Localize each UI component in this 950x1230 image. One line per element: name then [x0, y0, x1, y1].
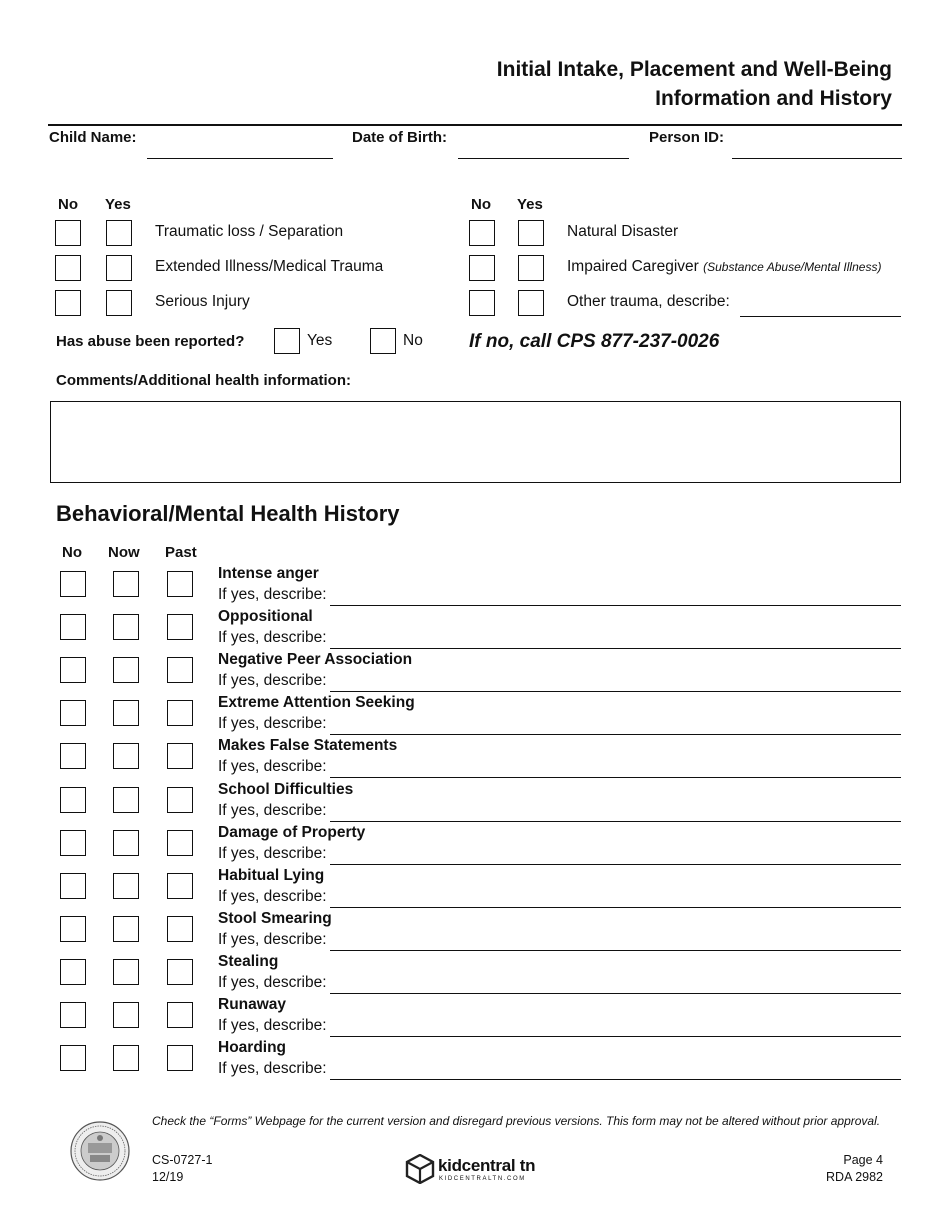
stealing-label: Stealing: [218, 953, 279, 970]
runaway-describe-label: If yes, describe:: [218, 1017, 327, 1034]
stool-smearing-now-checkbox[interactable]: [113, 916, 139, 942]
oppositional-no-checkbox[interactable]: [60, 614, 86, 640]
behavioral-heading: Behavioral/Mental Health History: [56, 501, 400, 526]
other-trauma-yes-checkbox[interactable]: [518, 290, 544, 316]
extended-illness-no-checkbox[interactable]: [55, 255, 81, 281]
makes-false-statements-now-checkbox[interactable]: [113, 743, 139, 769]
header-divider: [48, 124, 902, 126]
makes-false-statements-describe-label: If yes, describe:: [218, 758, 327, 775]
behavioral-col-no: No: [62, 544, 82, 561]
serious-injury-label: Serious Injury: [155, 293, 250, 310]
damage-of-property-describe-label: If yes, describe:: [218, 845, 327, 862]
stool-smearing-past-checkbox[interactable]: [167, 916, 193, 942]
trauma-loss-label: Traumatic loss / Separation: [155, 223, 344, 240]
intense-anger-label: Intense anger: [218, 565, 319, 582]
damage-of-property-past-checkbox[interactable]: [167, 830, 193, 856]
habitual-lying-now-checkbox[interactable]: [113, 873, 139, 899]
runaway-no-checkbox[interactable]: [60, 1002, 86, 1028]
impaired-caregiver-label: [567, 258, 881, 276]
negative-peer-association-describe-field[interactable]: [330, 691, 901, 692]
other-trauma-no-checkbox[interactable]: [469, 290, 495, 316]
hoarding-describe-label: If yes, describe:: [218, 1060, 327, 1077]
intense-anger-no-checkbox[interactable]: [60, 571, 86, 597]
abuse-no-label: No: [403, 332, 423, 349]
habitual-lying-no-checkbox[interactable]: [60, 873, 86, 899]
extreme-attention-seeking-now-checkbox[interactable]: [113, 700, 139, 726]
intense-anger-describe-label: If yes, describe:: [218, 586, 327, 603]
other-trauma-label: Other trauma, describe:: [567, 293, 730, 310]
form-number: CS-0727-1: [152, 1153, 213, 1167]
oppositional-now-checkbox[interactable]: [113, 614, 139, 640]
extreme-attention-seeking-past-checkbox[interactable]: [167, 700, 193, 726]
damage-of-property-now-checkbox[interactable]: [113, 830, 139, 856]
title-line-2: Information and History: [655, 87, 892, 110]
oppositional-label: Oppositional: [218, 608, 313, 625]
kidcentral-logo-icon: [405, 1154, 435, 1184]
stealing-describe-label: If yes, describe:: [218, 974, 327, 991]
kidcentral-logo: [405, 1154, 545, 1186]
stealing-past-checkbox[interactable]: [167, 959, 193, 985]
form-date: 12/19: [152, 1170, 184, 1184]
dob-field[interactable]: [458, 158, 629, 159]
habitual-lying-describe-field[interactable]: [330, 907, 901, 908]
stealing-no-checkbox[interactable]: [60, 959, 86, 985]
serious-injury-yes-checkbox[interactable]: [106, 290, 132, 316]
damage-of-property-describe-field[interactable]: [330, 864, 901, 865]
natural-disaster-yes-checkbox[interactable]: [518, 220, 544, 246]
natural-disaster-label: Natural Disaster: [567, 223, 679, 240]
trauma-right-col-yes: Yes: [517, 196, 543, 213]
behavioral-col-now: Now: [108, 544, 140, 561]
abuse-yes-label: Yes: [307, 332, 333, 349]
impaired-caregiver-note: (Substance Abuse/Mental Illness): [703, 260, 882, 274]
abuse-no-checkbox[interactable]: [370, 328, 396, 354]
hoarding-describe-field[interactable]: [330, 1079, 901, 1080]
habitual-lying-past-checkbox[interactable]: [167, 873, 193, 899]
extreme-attention-seeking-describe-label: If yes, describe:: [218, 715, 327, 732]
cps-phone-note: If no, call CPS 877-237-0026: [469, 331, 720, 352]
extreme-attention-seeking-no-checkbox[interactable]: [60, 700, 86, 726]
serious-injury-no-checkbox[interactable]: [55, 290, 81, 316]
stool-smearing-label: Stool Smearing: [218, 910, 332, 927]
trauma-loss-no-checkbox[interactable]: [55, 220, 81, 246]
runaway-describe-field[interactable]: [330, 1036, 901, 1037]
comments-textarea[interactable]: [50, 401, 901, 483]
damage-of-property-label: Damage of Property: [218, 824, 366, 841]
intense-anger-now-checkbox[interactable]: [113, 571, 139, 597]
damage-of-property-no-checkbox[interactable]: [60, 830, 86, 856]
school-difficulties-now-checkbox[interactable]: [113, 787, 139, 813]
makes-false-statements-past-checkbox[interactable]: [167, 743, 193, 769]
behavioral-col-past: Past: [165, 544, 197, 561]
impaired-caregiver-text: Impaired Caregiver: [567, 258, 699, 275]
impaired-caregiver-yes-checkbox[interactable]: [518, 255, 544, 281]
child-name-label: Child Name:: [49, 129, 137, 146]
impaired-caregiver-no-checkbox[interactable]: [469, 255, 495, 281]
stool-smearing-describe-field[interactable]: [330, 950, 901, 951]
trauma-right-col-no: No: [471, 196, 491, 213]
page-number: Page 4: [843, 1153, 883, 1167]
school-difficulties-no-checkbox[interactable]: [60, 787, 86, 813]
natural-disaster-no-checkbox[interactable]: [469, 220, 495, 246]
intense-anger-past-checkbox[interactable]: [167, 571, 193, 597]
other-trauma-describe-field[interactable]: [740, 316, 901, 317]
stool-smearing-no-checkbox[interactable]: [60, 916, 86, 942]
footer-note: Check the “Forms” Webpage for the current version and disregard previous versions. This form may not be altered without prior approval.: [152, 1114, 881, 1128]
hoarding-now-checkbox[interactable]: [113, 1045, 139, 1071]
title-line-1: Initial Intake, Placement and Well-Being: [496, 58, 892, 81]
makes-false-statements-no-checkbox[interactable]: [60, 743, 86, 769]
stool-smearing-describe-label: If yes, describe:: [218, 931, 327, 948]
trauma-left-col-yes: Yes: [105, 196, 131, 213]
extended-illness-yes-checkbox[interactable]: [106, 255, 132, 281]
makes-false-statements-label: Makes False Statements: [218, 737, 398, 754]
extreme-attention-seeking-label: Extreme Attention Seeking: [218, 694, 415, 711]
extreme-attention-seeking-describe-field[interactable]: [330, 734, 901, 735]
form-title: [497, 55, 892, 113]
intense-anger-describe-field[interactable]: [330, 605, 901, 606]
hoarding-past-checkbox[interactable]: [167, 1045, 193, 1071]
person-id-label: Person ID:: [649, 129, 725, 146]
hoarding-label: Hoarding: [218, 1039, 287, 1056]
rda-number: RDA 2982: [826, 1170, 883, 1184]
oppositional-past-checkbox[interactable]: [167, 614, 193, 640]
hoarding-no-checkbox[interactable]: [60, 1045, 86, 1071]
negative-peer-association-label: Negative Peer Association: [218, 651, 413, 668]
school-difficulties-label: School Difficulties: [218, 781, 354, 798]
habitual-lying-describe-label: If yes, describe:: [218, 888, 327, 905]
school-difficulties-describe-label: If yes, describe:: [218, 802, 327, 819]
abuse-question: Has abuse been reported?: [56, 333, 245, 350]
page-block: [826, 1152, 883, 1186]
kidcentral-logo-subtext: KIDCENTRALTN.COM: [439, 1176, 526, 1182]
runaway-past-checkbox[interactable]: [167, 1002, 193, 1028]
dob-label: Date of Birth:: [352, 129, 447, 146]
comments-label: Comments/Additional health information:: [56, 372, 351, 389]
state-seal-icon: [70, 1121, 130, 1181]
oppositional-describe-field[interactable]: [330, 648, 901, 649]
extended-illness-label: Extended Illness/Medical Trauma: [155, 258, 384, 275]
trauma-left-col-no: No: [58, 196, 78, 213]
child-name-field[interactable]: [147, 158, 333, 159]
negative-peer-association-no-checkbox[interactable]: [60, 657, 86, 683]
school-difficulties-past-checkbox[interactable]: [167, 787, 193, 813]
habitual-lying-label: Habitual Lying: [218, 867, 325, 884]
form-id-block: [152, 1152, 212, 1186]
runaway-now-checkbox[interactable]: [113, 1002, 139, 1028]
runaway-label: Runaway: [218, 996, 287, 1013]
trauma-loss-yes-checkbox[interactable]: [106, 220, 132, 246]
makes-false-statements-describe-field[interactable]: [330, 777, 901, 778]
negative-peer-association-past-checkbox[interactable]: [167, 657, 193, 683]
stealing-now-checkbox[interactable]: [113, 959, 139, 985]
negative-peer-association-describe-label: If yes, describe:: [218, 672, 327, 689]
negative-peer-association-now-checkbox[interactable]: [113, 657, 139, 683]
school-difficulties-describe-field[interactable]: [330, 821, 901, 822]
kidcentral-logo-text: kidcentral tn: [438, 1156, 536, 1175]
person-id-field[interactable]: [732, 158, 902, 159]
abuse-yes-checkbox[interactable]: [274, 328, 300, 354]
stealing-describe-field[interactable]: [330, 993, 901, 994]
oppositional-describe-label: If yes, describe:: [218, 629, 327, 646]
